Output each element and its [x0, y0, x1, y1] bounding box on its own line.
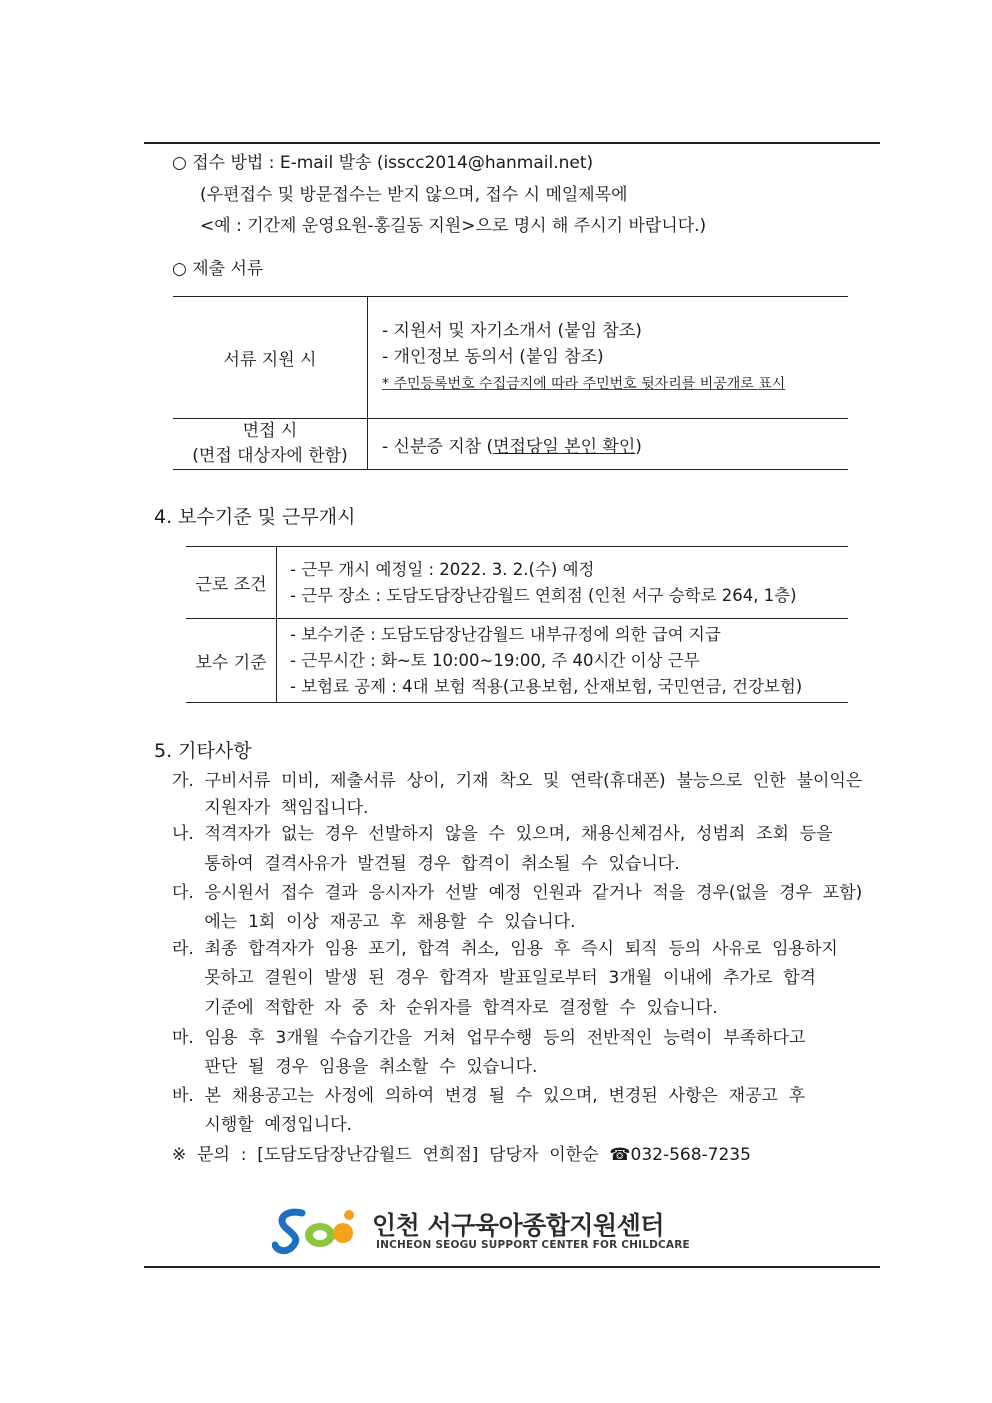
docs-row2-label: [173, 419, 368, 470]
work-row1-label: 근로 조건: [186, 547, 277, 619]
list-item: 바. 본 채용공고는 사정에 의하여 변경 될 수 있으며, 변경된 사항은 재공고 후: [172, 1086, 806, 1106]
list-item: 다. 응시원서 접수 결과 응시자가 선발 예정 인원과 같거나 적을 경우(없을 경우 포함): [172, 883, 863, 903]
work-place: - 근무 장소 : 도담도담장난감월드 연희점 (인천 서구 승학로 264, 1층): [290, 585, 797, 605]
work-hours: - 근무시간 : 화~토 10:00~19:00, 주 40시간 이상 근무: [290, 650, 700, 670]
privacy-note-text: * 주민등록번호 수집금지에 따라 주민번호 뒷자리를 비공개로 표시: [382, 376, 786, 392]
list-item: 에는 1회 이상 재공고 후 채용할 수 있습니다.: [172, 912, 576, 932]
center-logo-mark-icon: [272, 1203, 360, 1259]
docs-item-1: - 지원서 및 자기소개서 (붙임 참조): [382, 321, 642, 341]
receipt-note-1: (우편접수 및 방문접수는 받지 않으며, 접수 시 메일제목에: [200, 185, 628, 205]
bottom-rule: [144, 1266, 880, 1268]
docs-item-2: - 개인정보 동의서 (붙임 참조): [382, 347, 604, 367]
docs-row2-content: - 신분증 지참 (면접당일 본인 확인): [382, 436, 642, 457]
work-start-date: - 근무 개시 예정일 : 2022. 3. 2.(수) 예정: [290, 559, 595, 579]
work-row2-label: 보수 기준: [186, 619, 277, 703]
docs-table: [173, 296, 848, 470]
list-item: 기준에 적합한 자 중 차 순위자를 합격자로 결정할 수 있습니다.: [172, 998, 718, 1018]
section4-title: 4. 보수기준 및 근무개시: [154, 506, 356, 528]
list-item: 판단 될 경우 임용을 취소할 수 있습니다.: [172, 1057, 538, 1077]
receipt-method: ○ 접수 방법 : E-mail 발송 (isscc2014@hanmail.net): [172, 153, 594, 173]
work-row1-content: [277, 547, 849, 619]
id-check-underlined: 면접당일 본인 확인: [493, 436, 636, 457]
docs-row1-label: 서류 지원 시: [173, 297, 368, 419]
list-item: 라. 최종 합격자가 임용 포기, 합격 취소, 임용 후 즉시 퇴직 등의 사유로 임용하지: [172, 939, 838, 959]
list-item: 마. 임용 후 3개월 수습기간을 거쳐 업무수행 등의 전반적인 능력이 부족하다고: [172, 1028, 806, 1048]
list-item: 못하고 결원이 발생 된 경우 합격자 발표일로부터 3개월 이내에 추가로 합격: [172, 968, 816, 988]
list-item: 가. 구비서류 미비, 제출서류 상이, 기재 착오 및 연락(휴대폰) 불능으로 인한 불이익은: [172, 771, 863, 791]
pay-standard: - 보수기준 : 도담도담장난감월드 내부규정에 의한 급여 지급: [290, 624, 721, 644]
receipt-note-2: <예 : 기간제 운영요원-홍길동 지원>으로 명시 해 주시기 바랍니다.): [200, 216, 707, 236]
top-rule: [144, 142, 880, 144]
list-item: 지원자가 책임집니다.: [172, 798, 369, 818]
work-row2-content: [277, 619, 849, 703]
list-item: 통하여 결격사유가 발견될 경우 합격이 취소될 수 있습니다.: [172, 854, 680, 874]
docs-row1-content: [368, 297, 849, 419]
center-name-en: INCHEON SEOGU SUPPORT CENTER FOR CHILDCARE: [376, 1239, 690, 1251]
docs-title: ○ 제출 서류: [172, 259, 264, 279]
section5-title: 5. 기타사항: [154, 740, 252, 762]
insurance-deduction: - 보험료 공제 : 4대 보험 적용(고용보험, 산재보험, 국민연금, 건강보험): [290, 676, 803, 696]
docs-privacy-note: [382, 370, 848, 397]
list-item: 나. 적격자가 없는 경우 선발하지 않을 수 있으며, 채용신체검사, 성범죄 조회 등을: [172, 824, 833, 844]
list-item: 시행할 예정입니다.: [172, 1115, 353, 1135]
docs-row2-label-1: 면접 시: [242, 421, 298, 441]
work-conditions-table: [186, 546, 848, 703]
docs-row2-label-2: (면접 대상자에 한함): [192, 446, 348, 466]
contact-line: ※ 문의 : [도담도담장난감월드 연희점] 담당자 이한순 ☎032-568-7235: [172, 1145, 751, 1165]
center-name-ko: 인천 서구육아종합지원센터: [372, 1211, 665, 1240]
center-logo: [272, 1203, 692, 1259]
